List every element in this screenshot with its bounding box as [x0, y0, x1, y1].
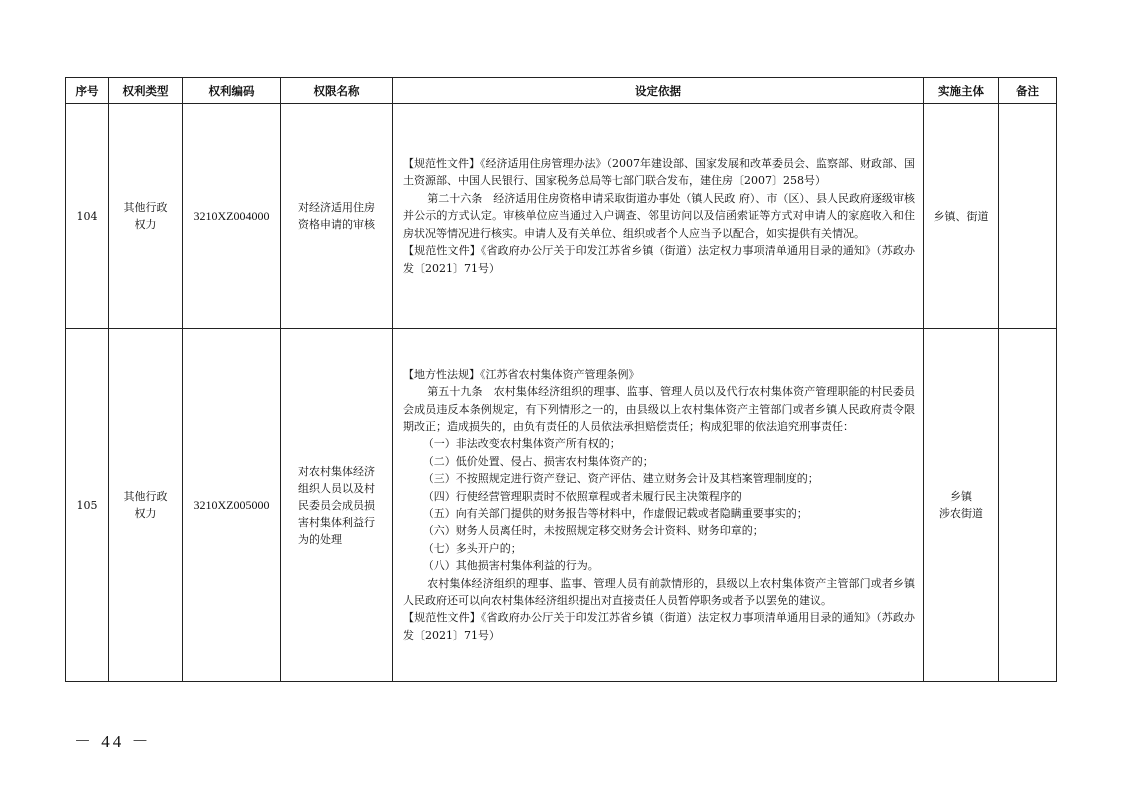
header-type: 权利类型 [109, 78, 183, 104]
basis-item: （五）向有关部门提供的财务报告等材料中，作虚假记载或者隐瞒重要事实的； [422, 507, 808, 520]
table-header-row [66, 78, 1057, 104]
row-type-line: 权力 [134, 507, 157, 520]
basis-paragraph: 【规范性文件】《经济适用住房管理办法》（2007年建设部、国家发展和改革委员会、监察部、财政部、国土资源部、中国人民银行、国家税务总局等七部门联合发布，建住房〔2007〕258号） [403, 157, 915, 188]
row-remark [999, 329, 1057, 682]
rights-table [65, 77, 1057, 682]
header-code: 权利编码 [183, 78, 281, 104]
row-subject-line: 乡镇 [950, 490, 972, 503]
row-name-line: 为的处理 [298, 532, 342, 546]
table-row [66, 104, 1057, 329]
row-name-line: 对农村集体经济 [298, 464, 375, 478]
basis-paragraph: 【地方性法规】《江苏省农村集体资产管理条例》 [403, 367, 640, 381]
header-name: 权限名称 [281, 78, 393, 104]
row-type-line: 其他行政 [123, 490, 168, 503]
basis-item: （七）多头开户的； [422, 541, 522, 555]
basis-item: （四）行使经营管理职责时不依照章程或者未履行民主决策程序的 [422, 489, 742, 503]
row-subject [924, 329, 999, 682]
row-type-line: 权力 [134, 218, 157, 231]
table-row [66, 329, 1057, 682]
header-basis: 设定依据 [393, 78, 924, 104]
row-type-line: 其他行政 [123, 201, 168, 214]
row-name [281, 104, 393, 329]
row-name [281, 329, 393, 682]
row-subject [924, 104, 999, 329]
page-number: － 44 － [74, 732, 152, 751]
basis-item: （六）财务人员离任时，未按照规定移交财务会计资料、财务印章的； [422, 524, 764, 538]
row-seq: 105 [66, 329, 109, 682]
basis-item: （八）其他损害村集体利益的行为。 [422, 559, 599, 573]
header-seq: 序号 [66, 78, 109, 104]
basis-paragraph: 第二十六条 经济适用住房资格申请采取街道办事处（镇人民政 府）、市（区）、县人民政府逐级审核并公示的方式认定。审核单位应当通过入户调查、邻里访问以及信函索证等方式对申请人的家庭收入和住房状况等情况进行核实。申请人及有关单位、组织或者个人应当予以配合，如实提供有关情况。 [403, 191, 915, 240]
basis-paragraph: 【规范性文件】《省政府办公厅关于印发江苏省乡镇（街道）法定权力事项清单通用目录的通知》（苏政办发〔2021〕71号） [403, 244, 915, 275]
row-seq: 104 [66, 104, 109, 329]
row-type [109, 329, 183, 682]
row-type [109, 104, 183, 329]
basis-paragraph: 农村集体经济组织的理事、监事、管理人员有前款情形的，县级以上农村集体资产主管部门或者乡镇人民政府还可以向农村集体经济组织提出对直接责任人员暂停职务或者予以罢免的建议。 [403, 576, 915, 608]
basis-paragraph: 【规范性文件】《省政府办公厅关于印发江苏省乡镇（街道）法定权力事项清单通用目录的通知》（苏政办发〔2021〕71号） [403, 611, 915, 642]
row-subject-line: 涉农街道 [939, 507, 983, 520]
header-subject: 实施主体 [924, 78, 999, 104]
row-name-line: 害村集体利益行 [298, 515, 375, 529]
basis-item: （三）不按照规定进行资产登记、资产评估、建立财务会计及其档案管理制度的； [422, 472, 819, 486]
row-basis [393, 104, 924, 329]
row-name-line: 资格申请的审核 [298, 218, 375, 231]
row-name-line: 对经济适用住房 [298, 201, 375, 214]
basis-paragraph: 第五十九条 农村集体经济组织的理事、监事、管理人员以及代行农村集体资产管理职能的村民委员会成员违反本条例规定，有下列情形之一的，由县级以上农村集体资产主管部门或者乡镇人民政府责令限期改正；造成损失的，由负有责任的人员依法承担赔偿责任；构成犯罪的依法追究刑事责任： [403, 385, 915, 433]
row-code: 3210XZ005000 [183, 329, 281, 682]
header-remark: 备注 [999, 78, 1057, 104]
basis-item: （二）低价处置、侵占、损害农村集体资产的； [422, 454, 654, 468]
row-code: 3210XZ004000 [183, 104, 281, 329]
row-remark [999, 104, 1057, 329]
row-name-line: 民委员会成员损 [298, 498, 375, 512]
row-basis [393, 329, 924, 682]
row-name-line: 组织人员以及村 [298, 481, 375, 495]
row-subject-line: 乡镇、街道 [933, 209, 989, 223]
basis-item: （一）非法改变农村集体资产所有权的； [422, 437, 621, 451]
